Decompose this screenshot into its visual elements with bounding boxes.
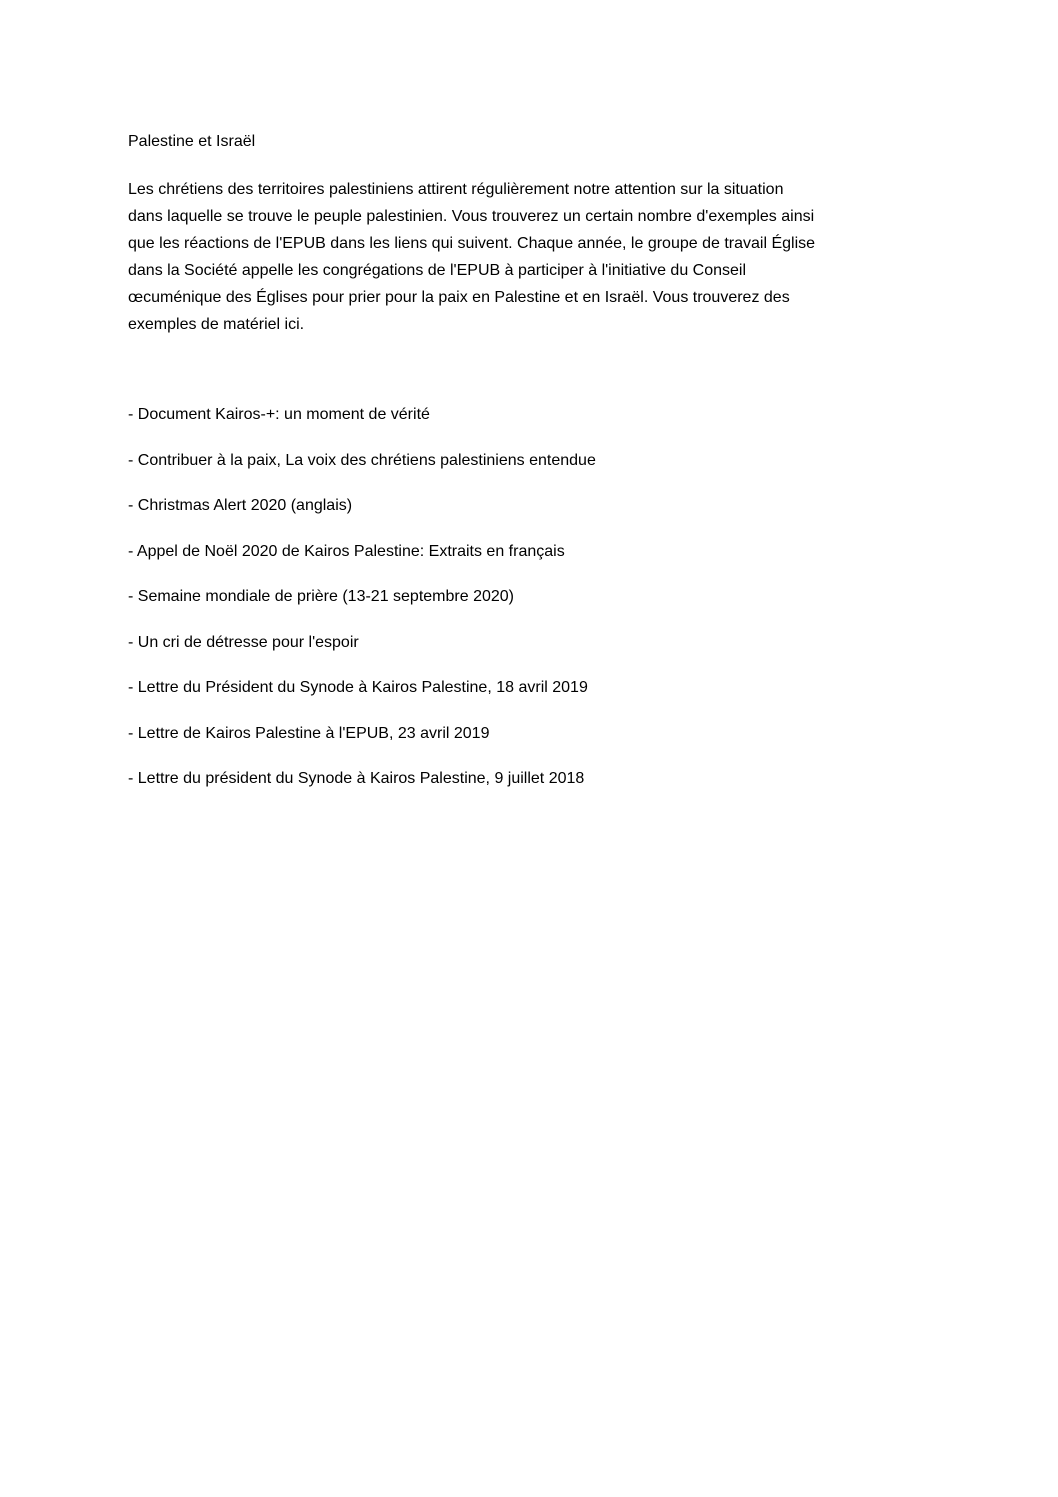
list-item (128, 724, 596, 770)
intro-line: dans la Société appelle les congrégations de l'EPUB à participer à l'initiative du Conseil (128, 262, 747, 279)
list-item (128, 542, 596, 588)
list-item (128, 587, 596, 633)
link-lettre-president-2019[interactable]: - Lettre du Président du Synode à Kairos Palestine, 18 avril 2019 (128, 679, 588, 696)
link-appel-noel[interactable]: - Appel de Noël 2020 de Kairos Palestine: Extraits en français (128, 542, 565, 560)
link-semaine-priere[interactable]: - Semaine mondiale de prière (13-21 septembre 2020) (128, 588, 514, 605)
intro-line: que les réactions de l'EPUB dans les liens qui suivent. Chaque année, le groupe de travail Église (128, 235, 816, 252)
list-item (128, 769, 596, 815)
list-item (128, 405, 596, 451)
intro-paragraph (128, 176, 928, 338)
list-item (128, 633, 596, 679)
link-lettre-president-2018[interactable]: - Lettre du président du Synode à Kairos Palestine, 9 juillet 2018 (128, 770, 585, 787)
link-kairos-document[interactable]: - Document Kairos-+: un moment de vérité (128, 406, 430, 423)
list-item (128, 451, 596, 497)
intro-line: Les chrétiens des territoires palestiniens attirent régulièrement notre attention sur la situation (128, 181, 784, 198)
link-contribuer-paix[interactable]: - Contribuer à la paix, La voix des chrétiens palestiniens entendue (128, 451, 596, 469)
link-list (128, 405, 596, 815)
link-cri-detresse[interactable]: - Un cri de détresse pour l'espoir (128, 633, 359, 651)
list-item (128, 678, 596, 724)
intro-line: œcuménique des Églises pour prier pour la paix en Palestine et en Israël. Vous trouverez des (128, 289, 790, 306)
link-christmas-alert[interactable]: - Christmas Alert 2020 (anglais) (128, 497, 353, 514)
intro-line: dans laquelle se trouve le peuple palestinien. Vous trouverez un certain nombre d'exemples ainsi (128, 208, 815, 225)
intro-line: exemples de matériel ici. (128, 316, 305, 333)
list-item (128, 496, 596, 542)
link-lettre-kairos-2019[interactable]: - Lettre de Kairos Palestine à l'EPUB, 23 avril 2019 (128, 724, 490, 742)
page-title: Palestine et Israël (128, 133, 256, 150)
